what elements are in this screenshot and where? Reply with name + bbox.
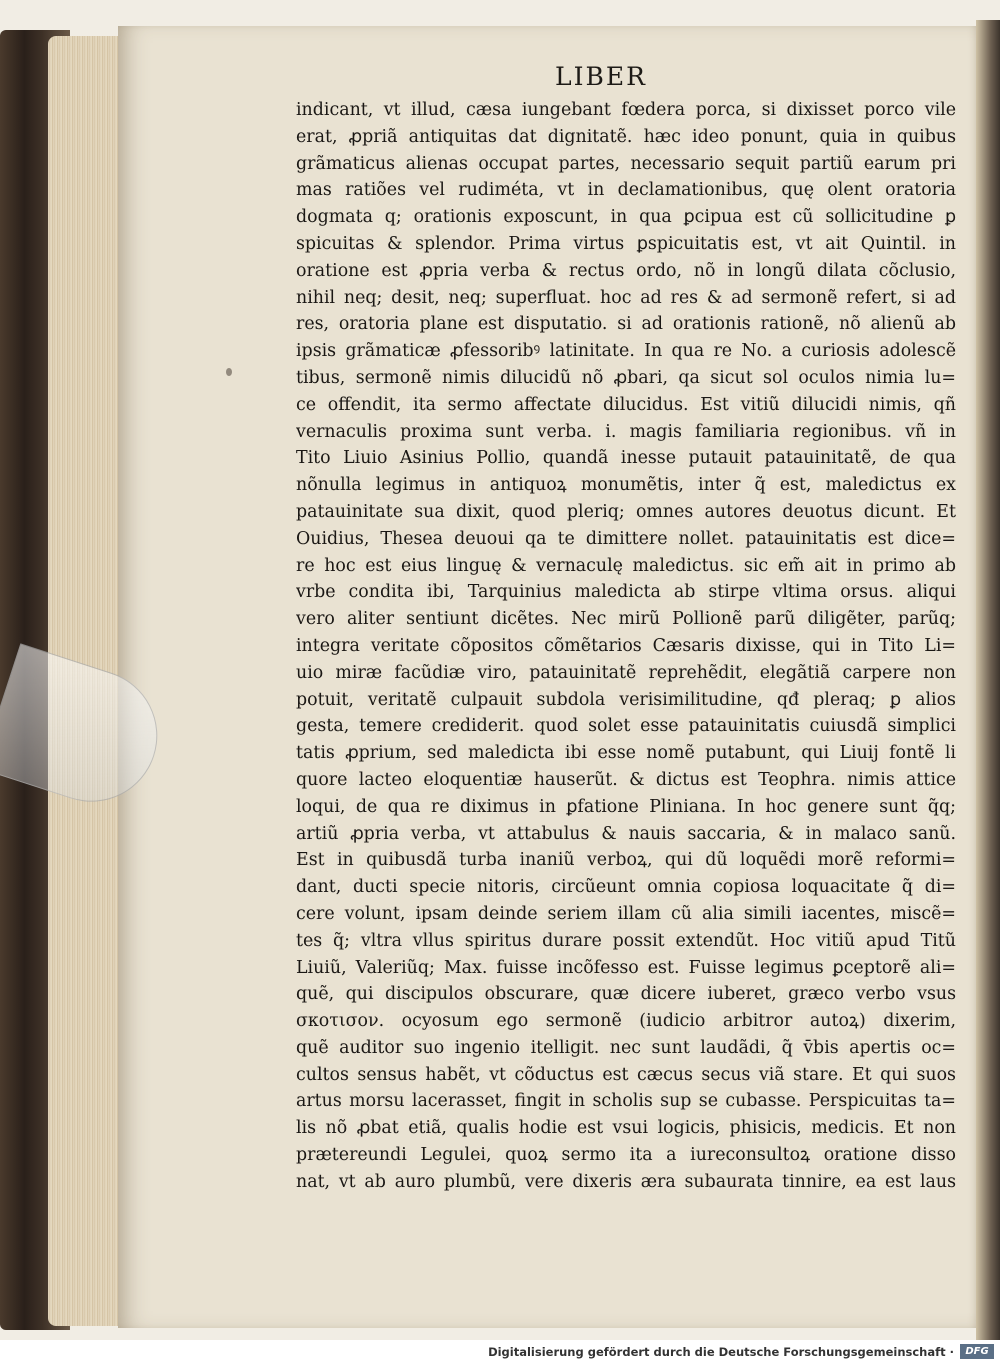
text-line: erat, ꝓpriã antiquitas dat dignitatẽ. hæc ideo ponunt, quia in quibus — [296, 126, 956, 147]
page-right-edge — [976, 20, 1000, 1340]
text-line: uio miræ facũdiæ viro, patauinitatẽ reprehẽdit, elegãtiã carpere non — [296, 662, 956, 683]
text-line: vrbe condita ibi, Tarquinius maledicta ab stirpe vltima orsus. aliqui — [296, 582, 956, 603]
body-text — [296, 97, 956, 1196]
text-line: spicuitas & splendor. Prima virtus ꝑspicuitatis est, vt ait Quintil. in — [296, 233, 956, 254]
text-line: dant, ducti specie nitoris, circũeunt omnia copiosa loquacitate q̃ di= — [296, 877, 956, 898]
text-line: vernaculis proxima sunt verba. i. magis familiaria regionibus. vñ in — [296, 421, 956, 442]
text-line: dogmata q; orationis exposcunt, in qua ꝑcipua est cũ sollicitudine ꝑ — [296, 207, 956, 228]
text-line: vero aliter sentiunt dicẽtes. Nec mirũ Pollionẽ parũ diligẽter, parũq; — [296, 609, 956, 630]
text-line: grãmaticus alienas occupat partes, necessario sequit partiũ earum pri — [296, 153, 956, 174]
text-line: ipsis grãmaticæ ꝓfessoribꝰ latinitate. In qua re No. a curiosis adolescẽ — [296, 341, 956, 362]
text-line: artus morsu lacerasset, fingit in scholis sup se cubasse. Perspicuitas ta= — [296, 1091, 956, 1112]
text-line: Ouidius, Thesea deuoui qa te dimittere nollet. patauinitatis est dice= — [296, 528, 956, 549]
text-line: lis nõ ꝓbat etiã, qualis hodie est vsui logicis, phisicis, medicis. Et non — [296, 1118, 956, 1139]
text-line: tes q̃; vltra vllus spiritus durare possit extendũt. Hoc vitiũ apud Titũ — [296, 930, 956, 951]
text-line: prætereundi Legulei, quoꝝ sermo ita a iureconsultoꝝ oratione disso — [296, 1145, 956, 1166]
text-line: potuit, veritatẽ culpauit subdola verisimilitudine, qđ pleraq; ꝑ alios — [296, 689, 956, 710]
dfg-logo-icon: DFG — [960, 1344, 994, 1359]
text-line: patauinitate sua dixit, quod pleriq; omnes autores deuotus dicunt. Et — [296, 501, 956, 522]
text-line: nihil neq; desit, neq; superfluat. hoc ad res & ad sermonẽ refert, si ad — [296, 287, 956, 308]
text-line: mas ratiões vel rudiméta, vt in declamationibus, quę olent oratoria — [296, 180, 956, 201]
text-line: ce offendit, ita sermo affectate dilucidus. Est vitiũ dilucidi nimis, qñ — [296, 394, 956, 415]
text-line: Est in quibusdã turba inaniũ verboꝝ, qui dũ loquẽdi morẽ reformi= — [296, 850, 956, 871]
text-line: cultos sensus habẽt, vt cõductus est cæcus secus viã stare. Et qui suos — [296, 1064, 956, 1085]
text-line: cere volunt, ipsam deinde seriem illam cũ alia simili iacentes, miscẽ= — [296, 903, 956, 924]
text-line: oratione est ꝓpria verba & rectus ordo, nõ in longũ dilata cõclusio, — [296, 260, 956, 281]
text-line: σκοτισον. ocyosum ego sermonẽ (iudicio arbitror autoꝝ) dixerim, — [296, 1011, 956, 1032]
text-line: Liuiũ, Valeriũq; Max. fuisse incõfesso est. Fuisse legimus ꝑceptorẽ ali= — [296, 957, 956, 978]
text-line: nat, vt ab auro plumbũ, vere dixeris æra subaurata tinnire, ea est laus — [296, 1171, 956, 1192]
text-line: loqui, de qua re diximus in ꝑfatione Pliniana. In hoc genere sunt q̃q; — [296, 796, 956, 817]
text-line: tatis ꝓprium, sed maledicta ibi esse nomẽ putabunt, qui Liuij fontẽ li — [296, 743, 956, 764]
text-line: tibus, sermonẽ nimis dilucidũ nõ ꝓbari, qa sicut sol oculos nimia lu= — [296, 367, 956, 388]
text-line: integra veritate cõpositos cõmẽtarios Cæsaris dixisse, qui in Tito Li= — [296, 635, 956, 656]
text-line: quẽ, qui discipulos obscurare, quæ dicere iuberet, græco verbo vsus — [296, 984, 956, 1005]
running-head: LIBER — [555, 62, 647, 91]
text-line: gesta, temere crediderit. quod solet esse patauinitatis cuiusdã simplici — [296, 716, 956, 737]
text-line: artiũ ꝓpria verba, vt attabulus & nauis saccaria, & in malaco sanũ. — [296, 823, 956, 844]
text-line: indicant, vt illud, cæsa iungebant fœdera porca, si dixisset porco vile — [296, 100, 956, 120]
ink-spot — [226, 368, 232, 376]
footer-bar — [0, 1340, 1000, 1364]
text-line: nõnulla legimus in antiquoꝝ monumẽtis, inter q̃ est, maledictus ex — [296, 475, 956, 496]
text-line: re hoc est eius linguę & vernaculę maledictus. sic em̃ ait in primo ab — [296, 555, 956, 576]
funding-credit: Digitalisierung gefördert durch die Deutsche Forschungsgemeinschaft · — [488, 1345, 954, 1359]
text-line: quore lacteo eloquentiæ hauserũt. & dictus est Teophra. nimis attice — [296, 769, 956, 790]
text-line: res, oratoria plane est disputatio. si ad orationis rationẽ, nõ alienũ ab — [296, 314, 956, 335]
text-line: Tito Liuio Asinius Pollio, quandã inesse putauit patauinitatẽ, de qua — [296, 448, 956, 469]
text-line: quẽ auditor suo ingenio itelligit. nec sunt laudãdi, q̃ v̄bis apertis oc= — [296, 1037, 956, 1058]
